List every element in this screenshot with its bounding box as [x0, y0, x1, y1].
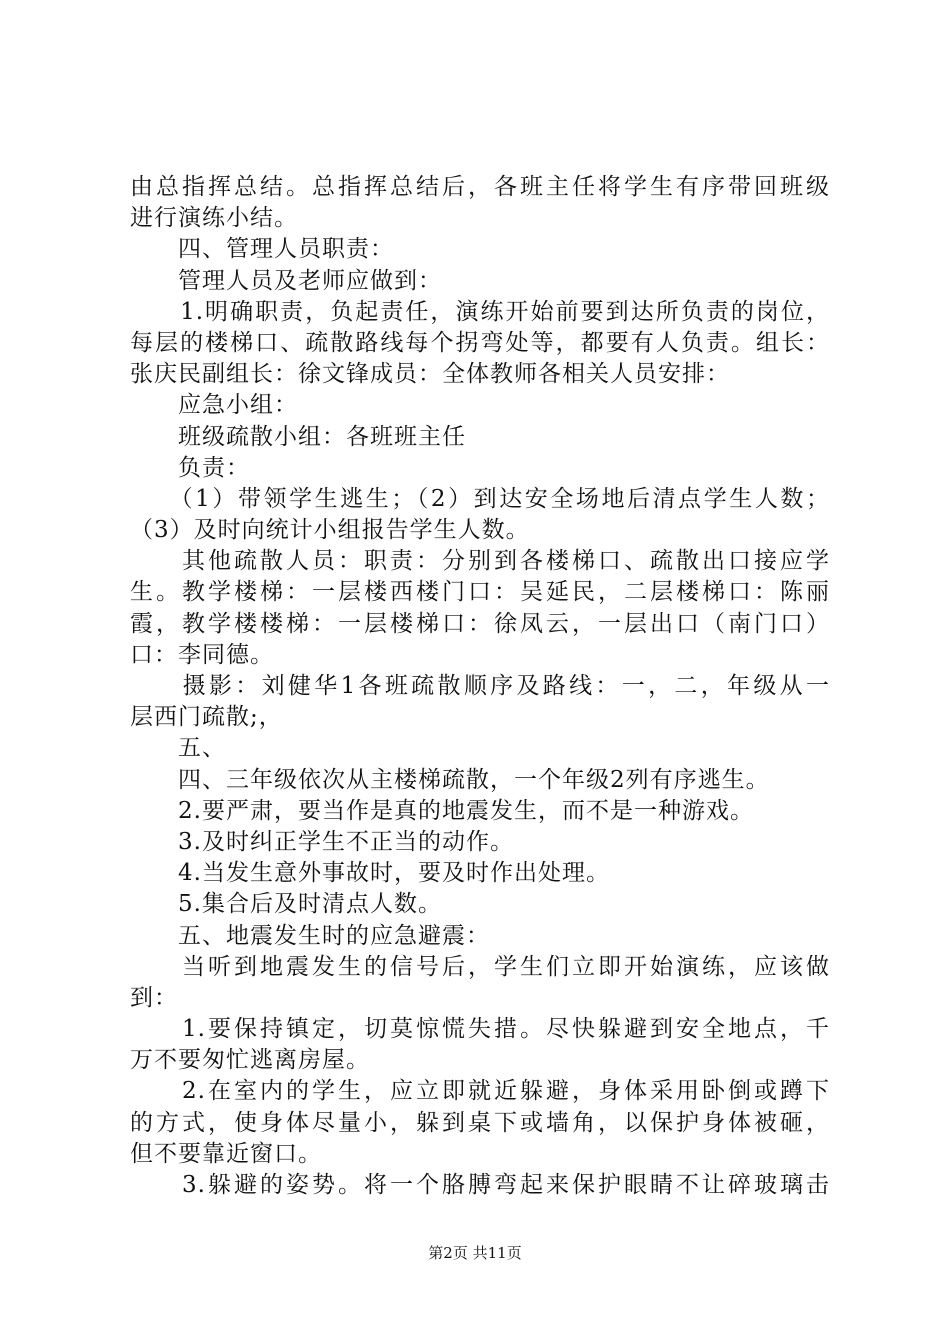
text-line: （3）及时向统计小组报告学生人数。 — [130, 517, 530, 544]
text-line: 到： — [130, 984, 178, 1011]
text-line: 2.要严肃，要当作是真的地震发生，而不是一种游戏。 — [130, 797, 754, 824]
page-footer: 第2页 共11页 — [428, 1244, 522, 1262]
text-line: 其他疏散人员：职责：分别到各楼梯口、疏散出口接应学 — [130, 548, 830, 575]
document-body — [130, 172, 830, 1201]
text-line: 1.要保持镇定，切莫惊慌失措。尽快躲避到安全地点，千 — [130, 1016, 830, 1043]
text-line: 四、三年级依次从主楼梯疏散，一个年级2列有序逃生。 — [130, 766, 770, 793]
text-line: 1.明确职责，负起责任，演练开始前要到达所负责的岗位， — [130, 298, 830, 325]
text-line: 万不要匆忙逃离房屋。 — [130, 1047, 370, 1074]
text-line: 5.集合后及时清点人数。 — [130, 891, 442, 918]
text-line: 五、 — [130, 735, 226, 762]
text-line: 的方式，使身体尽量小，躲到桌下或墙角，以保护身体被砸， — [130, 1109, 830, 1136]
text-line: 五、地震发生时的应急避震： — [130, 922, 490, 949]
text-line: 由总指挥总结。总指挥总结后，各班主任将学生有序带回班级 — [130, 174, 830, 200]
text-line: 负责： — [130, 454, 250, 481]
text-line: 四、管理人员职责： — [130, 236, 394, 263]
text-line: 霞，教学楼楼梯：一层楼梯口：徐凤云，一层出口（南门口） — [130, 610, 830, 637]
text-line: 每层的楼梯口、疏散路线每个拐弯处等，都要有人负责。组长： — [130, 329, 830, 356]
text-line: 口：李同德。 — [130, 641, 274, 668]
text-line: 3.及时纠正学生不正当的动作。 — [130, 828, 514, 855]
text-line: 生。教学楼梯：一层楼西楼门口：吴延民，二层楼梯口：陈丽 — [130, 579, 830, 606]
text-line: 班级疏散小组：各班班主任 — [130, 423, 466, 450]
text-line: 但不要靠近窗口。 — [130, 1140, 322, 1167]
text-line: 2.在室内的学生，应立即就近躲避，身体采用卧倒或蹲下 — [130, 1078, 830, 1105]
text-line: 层西门疏散;， — [130, 704, 283, 731]
text-line: 张庆民副组长：徐文锋成员：全体教师各相关人员安排： — [130, 361, 730, 388]
text-line: 3.躲避的姿势。将一个胳膊弯起来保护眼睛不让碎玻璃击 — [130, 1172, 830, 1198]
text-line: 摄影：刘健华1各班疏散顺序及路线：一，二，年级从一 — [130, 673, 830, 699]
text-line: 当听到地震发生的信号后，学生们立即开始演练，应该做 — [130, 953, 830, 980]
text-line: （1）带领学生逃生；（2）到达安全场地后清点学生人数； — [130, 485, 830, 512]
text-line: 应急小组： — [130, 392, 298, 419]
text-line: 4.当发生意外事故时，要及时作出处理。 — [130, 860, 610, 887]
text-line: 进行演练小结。 — [130, 205, 298, 232]
text-line: 管理人员及老师应做到： — [130, 267, 442, 294]
